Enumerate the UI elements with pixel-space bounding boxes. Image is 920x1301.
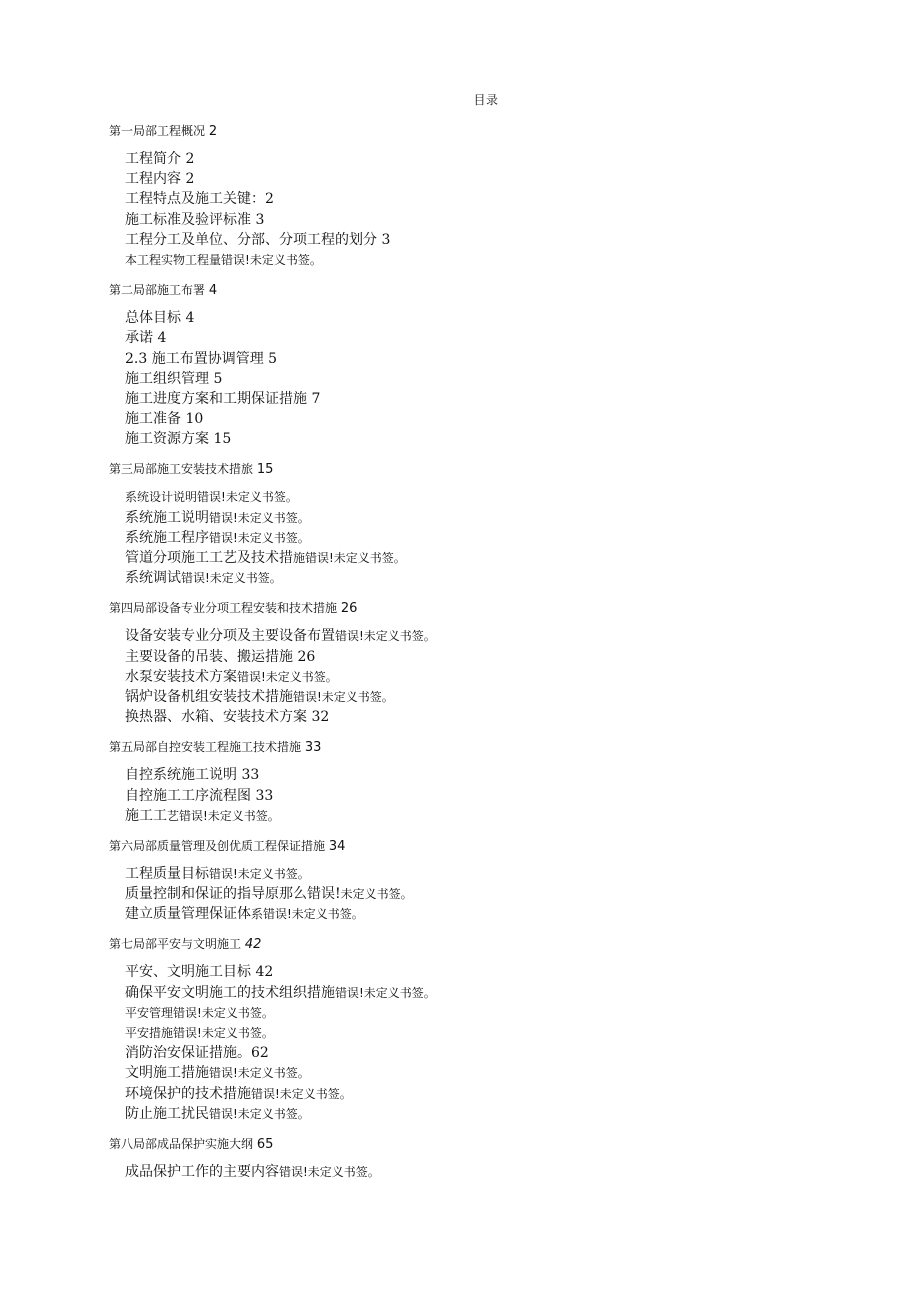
toc-entry-text: 自控系统施工说明 33	[125, 767, 260, 784]
toc-entry-text: 施工进度方案和工期保证措施 7	[125, 390, 321, 407]
toc-entry[interactable]	[125, 864, 869, 884]
section-page-number: 4	[208, 283, 218, 299]
toc-section-heading[interactable]	[109, 460, 869, 478]
toc-entry[interactable]	[125, 765, 869, 785]
toc-entry-text: 系统调试	[125, 570, 181, 587]
toc-section	[109, 935, 869, 1124]
toc-entry[interactable]	[125, 169, 869, 189]
toc-entry-text: 建立质量管理保证体	[125, 906, 251, 923]
toc-entry-text: 设备安装专业分项及主要设备布置	[125, 628, 335, 645]
toc-entry[interactable]	[125, 983, 869, 1003]
toc-entry-text: 施工资源方案 15	[125, 431, 232, 448]
toc-section-heading[interactable]	[109, 1135, 869, 1153]
toc-entry[interactable]	[125, 189, 869, 209]
toc-entry[interactable]	[125, 626, 869, 646]
toc-entry-error-note: 错误!未定义书签。	[209, 530, 310, 545]
toc-entry-text: 工程分工及单位、分部、分项工程的划分 3	[125, 231, 391, 248]
toc-entry-text: 平安措施	[125, 1026, 174, 1040]
toc-entry[interactable]	[125, 250, 869, 270]
toc-entry-text: 水泵安装技术方案	[125, 668, 237, 685]
toc-entry[interactable]	[125, 508, 869, 528]
toc-section	[109, 460, 869, 588]
toc-entry-error-note: 错误!未定义书签。	[209, 510, 310, 525]
toc-section-heading[interactable]	[109, 837, 869, 855]
toc-entry-text: 确保平安文明施工的技术组织措施	[125, 984, 335, 1001]
toc-entry[interactable]	[125, 548, 869, 568]
toc-entry-text: 系统施工说明	[125, 509, 209, 526]
toc-entry[interactable]	[125, 884, 869, 904]
toc-entry-text: 文明施工措施	[125, 1065, 209, 1082]
toc-section	[109, 599, 869, 727]
toc-entry[interactable]	[125, 1043, 869, 1063]
section-page-number: 33	[304, 740, 322, 756]
toc-entry-error-note: 错误!未定义书签。	[209, 866, 310, 881]
toc-entry-text: 锅炉设备机组安装技术措施	[125, 688, 293, 705]
toc-entry-text: 工程内容 2	[125, 171, 195, 188]
section-page-number: 65	[256, 1136, 274, 1152]
toc-entry[interactable]	[125, 1063, 869, 1083]
toc-entry-text: 工程特点及施工关键：2	[125, 191, 274, 208]
toc-entry-error-note: 错误!未定义书签。	[335, 629, 436, 644]
toc-entry-text: 承诺 4	[125, 330, 167, 347]
toc-section	[109, 1135, 869, 1182]
toc-entry-error-note: 错误!未定义书签。	[279, 1164, 380, 1179]
toc-entry-error-note: 错误!未定义书签。	[293, 689, 394, 704]
section-heading-text: 第八局部成品保护实施大纲	[109, 1136, 254, 1151]
section-heading-text: 第三局部施工安装技术措旅	[109, 462, 254, 477]
toc-entry[interactable]	[125, 409, 869, 429]
toc-entry-error-note: 艺错误!未定义书签。	[167, 808, 280, 823]
toc-entry[interactable]	[125, 487, 869, 507]
toc-section-heading[interactable]	[109, 935, 869, 953]
toc-entry-list	[109, 308, 869, 449]
toc-entry[interactable]	[125, 667, 869, 687]
toc-entry-error-note: 错误!未定义书签。	[173, 1026, 274, 1040]
section-page-number: 42	[244, 937, 262, 953]
table-of-contents	[109, 122, 869, 1193]
section-heading-text: 第一局部工程概况	[109, 124, 206, 138]
toc-section	[109, 738, 869, 826]
toc-entry-error-note: 错误!未定义书签。	[197, 490, 298, 505]
toc-entry-error-note: 错误!未定义书签。	[209, 1106, 310, 1121]
toc-entry-list	[109, 626, 869, 727]
toc-entry-text: 质量控制和保证的指导原那么错误!	[125, 886, 341, 903]
toc-entry[interactable]	[125, 389, 869, 409]
toc-entry[interactable]	[125, 308, 869, 328]
toc-entry[interactable]	[125, 904, 869, 924]
toc-entry-text: 施工工	[125, 807, 167, 824]
toc-entry-error-note: 错误!未定义书签。	[237, 669, 338, 684]
toc-entry[interactable]	[125, 149, 869, 169]
toc-entry[interactable]	[125, 647, 869, 667]
toc-entry[interactable]	[125, 962, 869, 982]
toc-entry[interactable]	[125, 369, 869, 389]
section-page-number: 26	[340, 601, 358, 617]
toc-entry[interactable]	[125, 1023, 869, 1043]
toc-entry[interactable]	[125, 1162, 869, 1182]
toc-entry[interactable]	[125, 528, 869, 548]
section-page-number: 15	[256, 462, 274, 478]
toc-entry[interactable]	[125, 568, 869, 588]
toc-entry-text: 换热器、水箱、安装技术方案 32	[125, 709, 330, 726]
toc-entry-text: 工程质量目标	[125, 865, 209, 882]
toc-entry-error-note: 错误!未定义书签。	[251, 1086, 352, 1101]
toc-entry-text: 管道分项施工工艺及技术措	[125, 550, 293, 566]
toc-entry-text: 成品保护工作的主要内容	[125, 1163, 279, 1180]
toc-entry-error-note: 施错误!未定义书签。	[293, 551, 406, 565]
toc-entry-text: 消防治安保证措施。62	[125, 1045, 269, 1062]
toc-entry-list	[109, 1162, 869, 1182]
toc-entry[interactable]	[125, 1084, 869, 1104]
section-heading-text: 第六局部质量管理及创优质工程保证措施	[109, 838, 326, 853]
toc-entry-text: 总体目标 4	[125, 310, 195, 327]
toc-entry-text: 本工程实物工程量	[125, 252, 222, 267]
toc-section-heading[interactable]	[109, 738, 869, 756]
toc-entry-list	[109, 149, 869, 270]
toc-entry-error-note: 错误!未定义书签。	[209, 1066, 310, 1081]
toc-entry[interactable]	[125, 1104, 869, 1124]
toc-entry-error-note: 未定义书签。	[340, 887, 413, 902]
section-heading-text: 第四局部设备专业分项工程安装和技术措施	[109, 601, 338, 616]
toc-entry[interactable]	[125, 687, 869, 707]
toc-entry-list	[109, 487, 869, 588]
toc-entry-text: 施工组织管理 5	[125, 370, 223, 387]
toc-entry[interactable]	[125, 806, 869, 826]
toc-entry-text: 防止施工扰民	[125, 1105, 209, 1122]
toc-entry-error-note: 错误!未定义书签。	[221, 252, 322, 267]
toc-entry[interactable]	[125, 230, 869, 250]
toc-section-heading[interactable]	[109, 281, 869, 299]
toc-entry[interactable]	[125, 349, 869, 369]
section-heading-text: 第七局部平安与文明施工	[109, 937, 242, 952]
toc-entry-text: 施工准备 10	[125, 411, 204, 428]
toc-entry[interactable]	[125, 210, 869, 230]
toc-entry[interactable]	[125, 328, 869, 348]
toc-entry[interactable]	[125, 786, 869, 806]
toc-entry-list	[109, 962, 869, 1124]
toc-entry-text: 系统施工程序	[125, 529, 209, 546]
toc-section-heading[interactable]	[109, 599, 869, 617]
toc-entry-text: 2.3 施工布置协调管理 5	[125, 350, 278, 367]
section-heading-text: 第五局部自控安装工程施工技术措施	[109, 740, 302, 755]
toc-entry[interactable]	[125, 707, 869, 727]
section-page-number: 2	[208, 124, 218, 139]
toc-title: 目录	[473, 93, 499, 107]
toc-entry-text: 主要设备的吊装、搬运措施 26	[125, 648, 316, 665]
toc-entry-error-note: 错误!未定义书签。	[335, 985, 436, 1000]
toc-entry-text: 自控施工工序流程图 33	[125, 787, 274, 804]
toc-entry-error-note: 错误!未定义书签。	[173, 1005, 274, 1020]
toc-entry-text: 平安管理	[125, 1005, 174, 1020]
toc-section	[109, 122, 869, 270]
toc-entry-error-note: 系错误!未定义书签。	[251, 907, 364, 922]
toc-section-heading[interactable]	[109, 122, 869, 140]
toc-entry-list	[109, 765, 869, 826]
toc-section	[109, 837, 869, 925]
toc-entry-text: 施工标准及验评标准 3	[125, 211, 265, 228]
toc-section	[109, 281, 869, 449]
toc-entry-list	[109, 864, 869, 925]
toc-entry-text: 工程简介 2	[125, 151, 195, 167]
toc-entry-text: 环境保护的技术措施	[125, 1085, 251, 1102]
toc-entry-error-note: 错误!未定义书签。	[181, 571, 282, 586]
toc-entry-text: 平安、文明施工目标 42	[125, 964, 274, 981]
section-heading-text: 第二局部施工布署	[109, 283, 206, 298]
toc-entry[interactable]	[125, 429, 869, 449]
section-page-number: 34	[328, 838, 346, 854]
toc-entry[interactable]	[125, 1003, 869, 1023]
toc-entry-text: 系统设计说明	[125, 490, 198, 505]
